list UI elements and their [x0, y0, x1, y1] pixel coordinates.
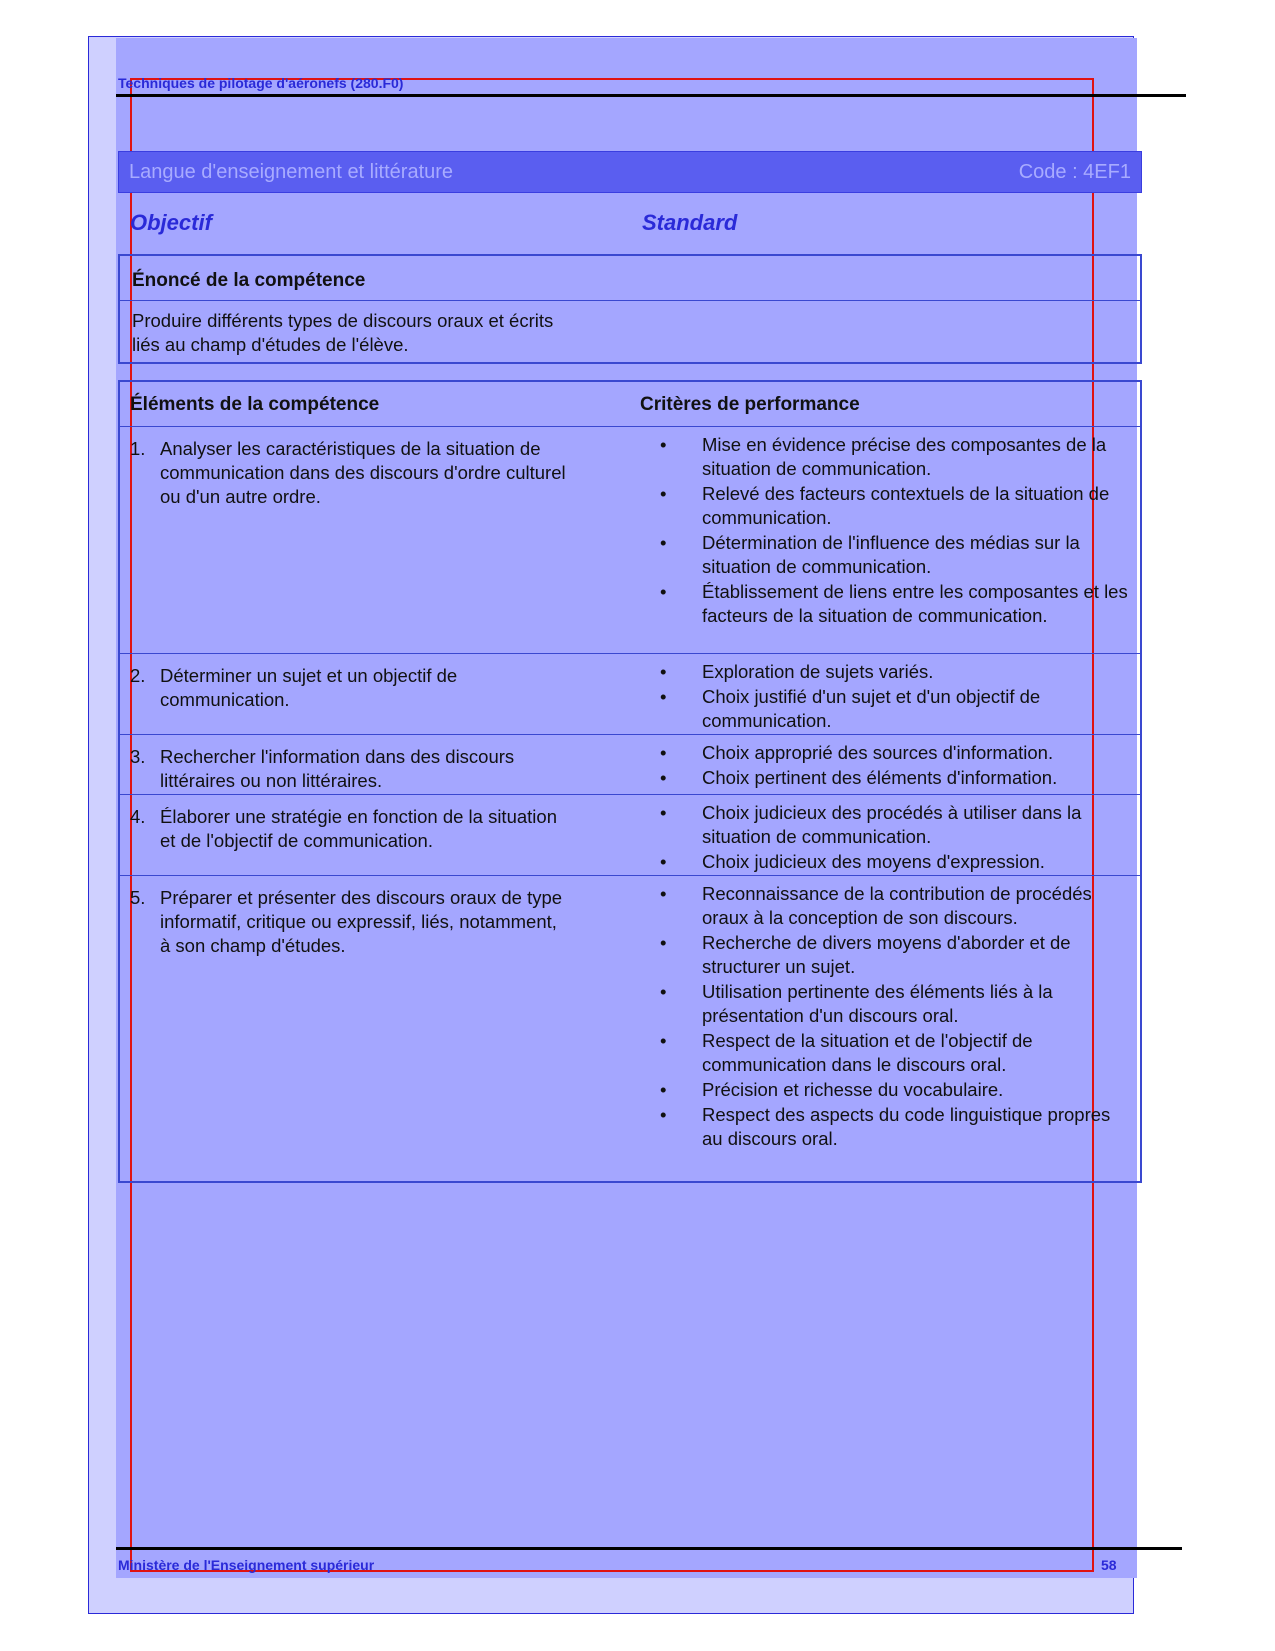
- table-header-row: [120, 382, 1140, 426]
- header-rule: [116, 94, 1186, 97]
- criterion: • Choix approprié des sources d'information.: [660, 741, 1130, 765]
- element-number: 2.: [130, 665, 146, 686]
- element-line: et de l'objectif de communication.: [160, 830, 433, 851]
- criteria-list: [660, 882, 1130, 1152]
- criterion: • Choix justifié d'un sujet et d'un objectif de communication.: [660, 685, 1130, 733]
- enonce-heading: Énoncé de la compétence: [120, 256, 1140, 301]
- criterion: • Respect de la situation et de l'objectif de communication dans le discours oral.: [660, 1029, 1130, 1077]
- footer-rule: [116, 1547, 1182, 1550]
- criteria-list: [660, 801, 1130, 875]
- criteria-heading: Critères de performance: [640, 394, 860, 415]
- criterion: • Utilisation pertinente des éléments liés à la présentation d'un discours oral.: [660, 980, 1130, 1028]
- enonce-line: liés au champ d'études de l'élève.: [132, 334, 409, 355]
- section-bar: [118, 151, 1142, 193]
- criterion: • Choix judicieux des procédés à utiliser dans la situation de communication.: [660, 801, 1130, 849]
- element-line: communication dans des discours d'ordre culturel: [160, 462, 566, 483]
- page-number: 58: [1101, 1557, 1117, 1573]
- criterion: • Établissement de liens entre les composantes et les facteurs de la situation de communication.: [660, 580, 1130, 628]
- criterion: • Mise en évidence précise des composantes de la situation de communication.: [660, 433, 1130, 481]
- element-line: Analyser les caractéristiques de la situation de: [160, 438, 541, 459]
- objectif-label: Objectif: [130, 210, 212, 235]
- element-line: Préparer et présenter des discours oraux de type: [160, 887, 563, 908]
- table-row: [120, 426, 1140, 653]
- criterion: • Reconnaissance de la contribution de procédés oraux à la conception de son discours.: [660, 882, 1130, 930]
- table-row: [120, 734, 1140, 794]
- elements-heading: Éléments de la compétence: [130, 394, 380, 415]
- element-number: 4.: [130, 806, 146, 827]
- criteria-list: [660, 433, 1130, 629]
- element-number: 5.: [130, 887, 146, 908]
- element-number: 3.: [130, 746, 146, 767]
- standard-label: Standard: [642, 210, 738, 235]
- criterion: • Choix pertinent des éléments d'information.: [660, 766, 1130, 790]
- element-number: 1.: [130, 438, 146, 459]
- element-line: Rechercher l'information dans des discours: [160, 746, 515, 767]
- table-row: [120, 794, 1140, 875]
- criteria-list: [660, 741, 1130, 791]
- element-line: communication.: [160, 689, 290, 710]
- criterion: • Relevé des facteurs contextuels de la situation de communication.: [660, 482, 1130, 530]
- section-code: Code : 4EF1: [1018, 160, 1131, 183]
- criterion: • Recherche de divers moyens d'aborder et de structurer un sujet.: [660, 931, 1130, 979]
- table-row: [120, 653, 1140, 734]
- criterion: • Choix judicieux des moyens d'expression.: [660, 850, 1130, 874]
- element-line: Déterminer un sujet et un objectif de: [160, 665, 458, 686]
- competence-table: [118, 380, 1142, 1183]
- criterion: • Détermination de l'influence des médias sur la situation de communication.: [660, 531, 1130, 579]
- element-line: Élaborer une stratégie en fonction de la situation: [160, 806, 557, 827]
- element-line: littéraires ou non littéraires.: [160, 770, 383, 791]
- enonce-text: [120, 301, 614, 365]
- footer-ministry: Ministère de l'Enseignement supérieur: [118, 1557, 375, 1573]
- table-row: [120, 875, 1140, 1181]
- enonce-box: [118, 254, 1142, 364]
- running-header: Techniques de pilotage d'aéronefs (280.F0): [118, 75, 404, 91]
- criterion: • Exploration de sujets variés.: [660, 660, 1130, 684]
- criterion: • Respect des aspects du code linguistique propres au discours oral.: [660, 1103, 1130, 1151]
- element-line: ou d'un autre ordre.: [160, 486, 321, 507]
- enonce-line: Produire différents types de discours oraux et écrits: [132, 310, 554, 331]
- element-line: informatif, critique ou expressif, liés, notamment,: [160, 911, 557, 932]
- criterion: • Précision et richesse du vocabulaire.: [660, 1078, 1130, 1102]
- section-title: Langue d'enseignement et littérature: [129, 160, 454, 183]
- element-line: à son champ d'études.: [160, 935, 346, 956]
- criteria-list: [660, 660, 1130, 734]
